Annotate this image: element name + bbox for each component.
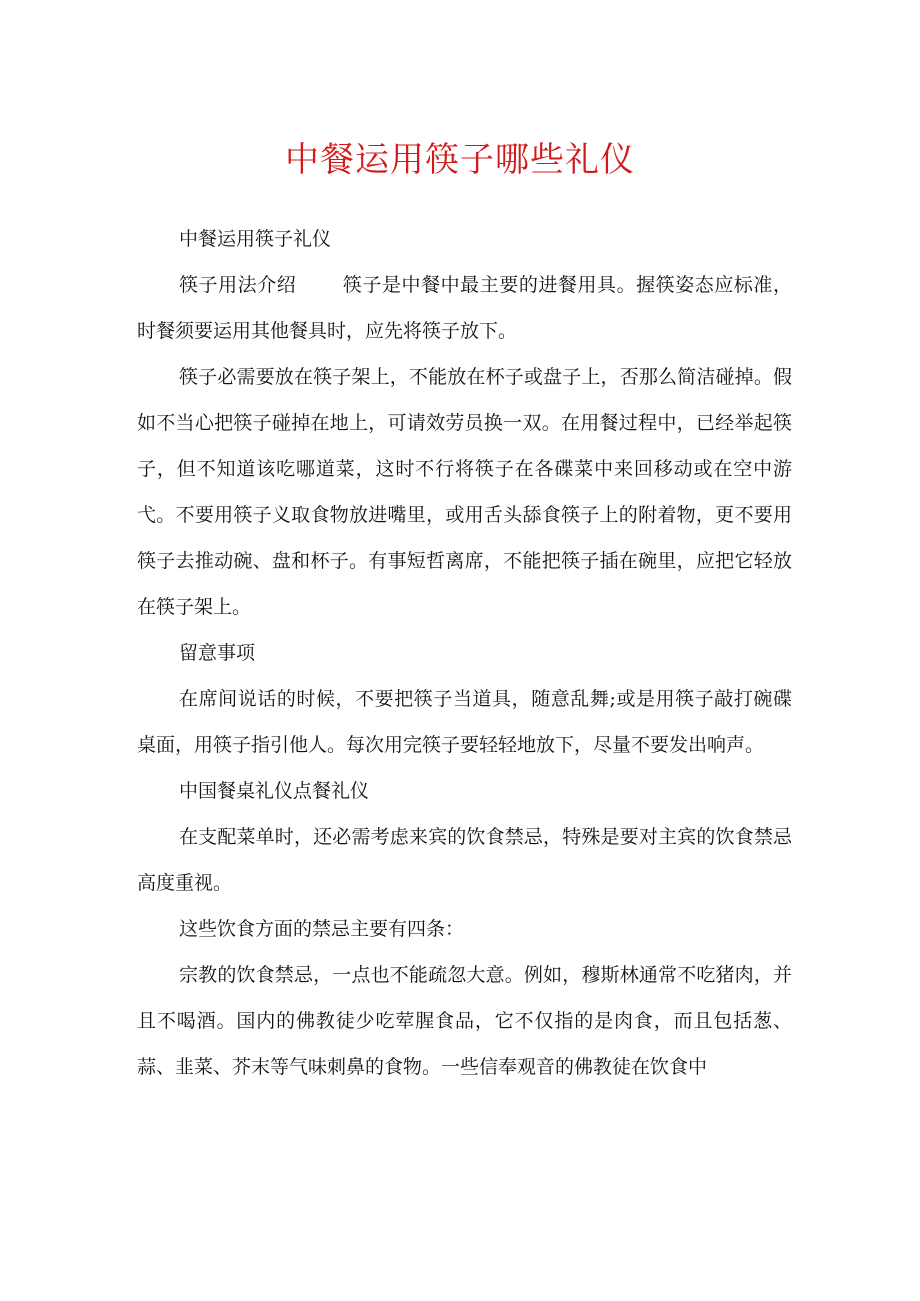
paragraph: 中国餐桌礼仪点餐礼仪 bbox=[179, 780, 370, 802]
paragraph: 这些饮食方面的禁忌主要有四条： bbox=[179, 918, 465, 940]
document-body bbox=[137, 216, 792, 1090]
paragraph: 宗教的饮食禁忌，一点也不能疏忽大意。例如，穆斯林通常不吃猪肉，并且不喝酒。国内的佛教徒少吃荤腥食品，它不仅指的是肉食，而且包括葱、蒜、韭菜、芥末等气味刺鼻的食物。一些信奉观音的佛教徒在饮食中 bbox=[137, 964, 792, 1078]
paragraph-text: 筷子是中餐中最主要的进餐用具。握筷姿态应标准，时餐须要运用其他餐具时，应先将筷子放下。 bbox=[137, 274, 792, 342]
document-title: 中餐运用筷子哪些礼仪 bbox=[285, 140, 635, 180]
paragraph: 留意事项 bbox=[179, 642, 256, 664]
paragraph: 筷子必需要放在筷子架上，不能放在杯子或盘子上，否那么简洁碰掉。假如不当心把筷子碰掉在地上，可请效劳员换一双。在用餐过程中，已经举起筷子，但不知道该吃哪道菜，这时不行将筷子在各碟菜中来回移动或在空中游弋。不要用筷子义取食物放进嘴里，或用舌头舔食筷子上的附着物，更不要用筷子去推动碗、盘和杯子。有事短哲离席，不能把筷子插在碗里，应把它轻放在筷子架上。 bbox=[137, 366, 792, 618]
inline-subheading: 筷子用法介绍 bbox=[179, 274, 297, 296]
paragraph: 在支配菜单时，还必需考虑来宾的饮食禁忌，特殊是要对主宾的饮食禁忌高度重视。 bbox=[137, 826, 792, 894]
paragraph: 在席间说话的时候，不要把筷子当道具，随意乱舞;或是用筷子敲打碗碟桌面，用筷子指引他人。每次用完筷子要轻轻地放下，尽量不要发出响声。 bbox=[137, 688, 792, 756]
paragraph: 中餐运用筷子礼仪 bbox=[179, 228, 332, 250]
paragraph bbox=[137, 262, 792, 354]
